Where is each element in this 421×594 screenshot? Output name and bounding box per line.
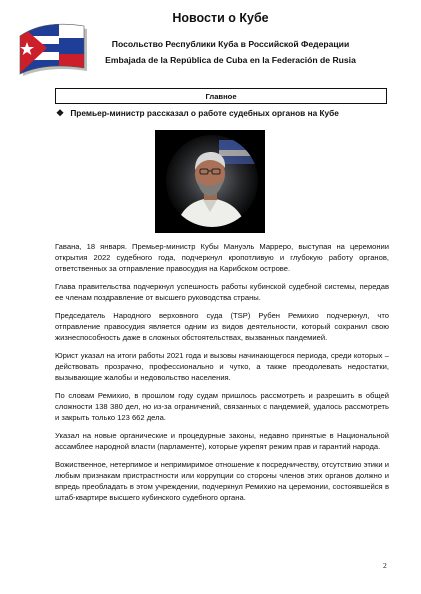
embassy-name-spanish: Embajada de la República de Cuba en la Federación de Rusia xyxy=(105,55,356,65)
site-title: Новости о Кубе xyxy=(172,11,269,25)
embassy-name-russian: Посольство Республики Куба в Российской Федерации xyxy=(111,39,350,49)
section-header-box xyxy=(55,88,387,104)
article-paragraph: Юрист указал на итоги работы 2021 года и вызовы начинающегося периода, среди которых – действовать прозрачно, профессионально и чутко, а также преодолевать недостатки, вызывающие жалобы и недовольство населения. xyxy=(55,350,389,383)
article-paragraph: Председатель Народного верховного суда (TSP) Рубен Ремихио подчеркнул, что отправление правосудия является одним из видов деятельности, который сохранил свою жизнеспособность даже в сложных обстоятельствах, вызванных пандемией. xyxy=(55,310,389,343)
article-headline-row xyxy=(56,108,376,119)
article-body xyxy=(55,241,389,510)
section-title: Главное xyxy=(205,92,237,101)
diamond-bullet-icon: ❖ xyxy=(56,108,65,118)
article-paragraph: Гавана, 18 января. Премьер-министр Кубы Мануэль Марреро, выступая на церемонии открытия 2022 судебного года, подчеркнул кропотливую и глубокую работу органов, ответственных за отправление правосудия на Карибском острове. xyxy=(55,242,389,274)
article-paragraph: Указал на новые органические и процедурные законы, недавно принятые в Национальной ассамблее народной власти (парламенте), которые укрепят режим прав и гарантий народа. xyxy=(55,430,389,451)
article-photo xyxy=(155,130,265,233)
article-paragraph: Глава правительства подчеркнул успешность работы кубинской судебной системы, передав ее членам поздравление от высшего руководства страны. xyxy=(55,282,389,303)
cuba-russia-flag-logo xyxy=(17,18,87,76)
article-headline: Премьер-министр рассказал о работе судебных органов на Кубе xyxy=(70,108,339,118)
article-paragraph: Вожиственное, нетерпимое и непримиримое отношение к посредничеству, отсутствию этики и любым признакам пристрастности или коррупции со стороны членов этих органов должно и впредь преобладать в этом учреждении, подчеркнул Ремихио на церемонии, состоявшейся в штаб-квартире высшего кубинского судебного органа. xyxy=(55,459,389,503)
page-number: 2 xyxy=(383,561,387,570)
article-paragraph: По словам Ремихио, в прошлом году судам пришлось рассмотреть и разрешить в общей сложности 138 380 дел, но из-за ограничений, связанных с пандемией, удалось рассмотреть и закрыть только 123 662 дела. xyxy=(55,390,389,423)
